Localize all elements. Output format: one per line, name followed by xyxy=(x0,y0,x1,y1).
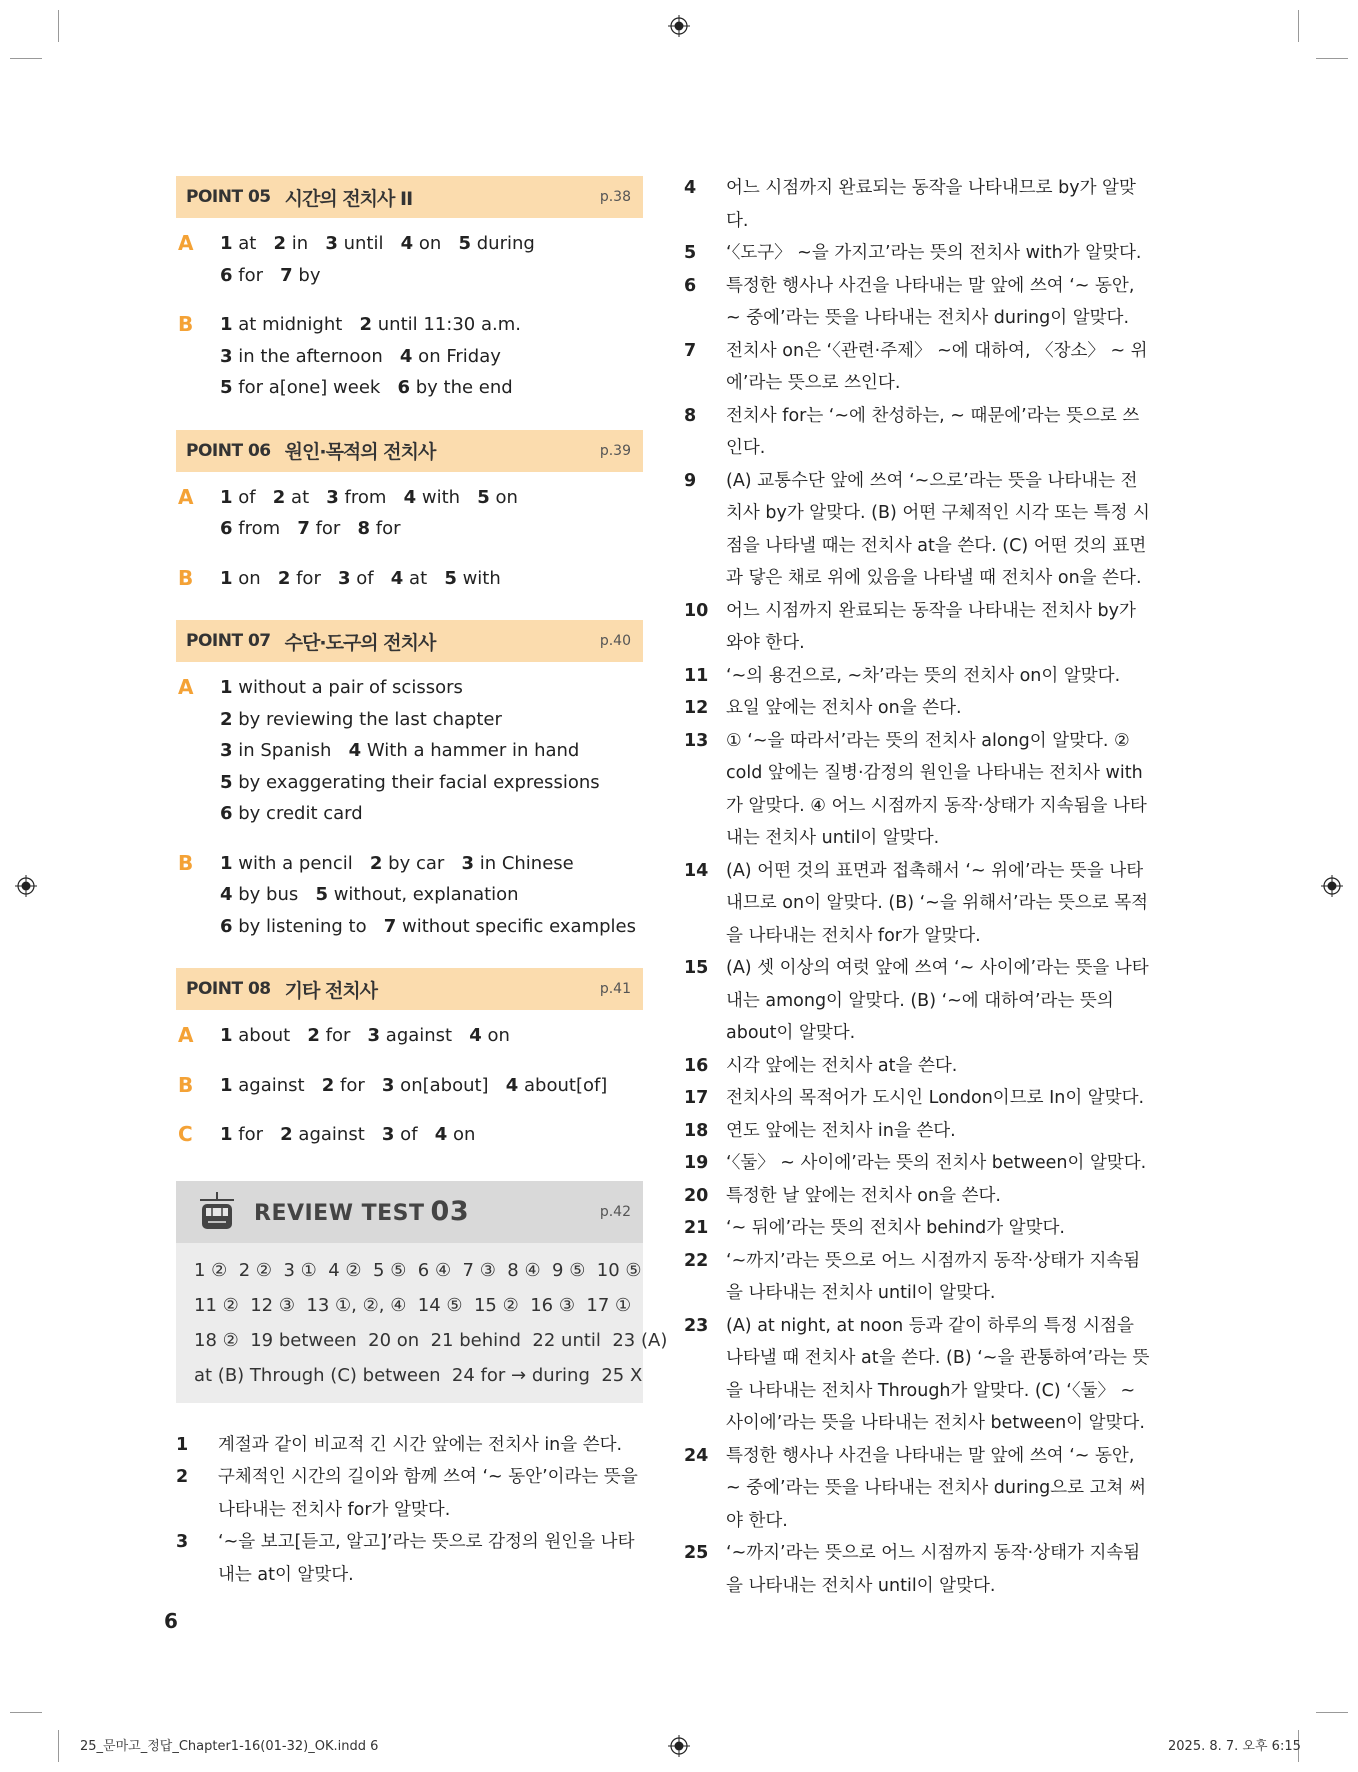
explanation-item xyxy=(684,237,1154,270)
answer-number: 5 xyxy=(477,486,490,508)
point-title: 수단·도구의 전치사 xyxy=(284,631,436,654)
answer-line xyxy=(220,704,643,736)
answer-line xyxy=(220,309,643,341)
explanation-text: ‘〈둘〉 ~ 사이에’라는 뜻의 전치사 between이 알맞다. xyxy=(726,1153,1147,1173)
crop-mark xyxy=(58,1730,59,1762)
explanation-item xyxy=(176,1461,643,1526)
answer-line xyxy=(220,372,643,404)
explanation-item xyxy=(684,595,1154,660)
answer-number: 2 xyxy=(359,314,373,335)
answer-letter: A xyxy=(178,675,194,699)
answer-letter: A xyxy=(178,231,194,255)
answer-number: 6 xyxy=(220,264,233,286)
answer-number: 6 xyxy=(397,377,411,398)
answer-text: on[about] xyxy=(394,1074,506,1096)
explanation-text: (A) 교통수단 앞에 쓰여 ‘~으로’라는 뜻을 나타내는 전치사 by가 알맞다. (B) 어떤 구체적인 시각 또는 특정 시점을 나타낼 때는 전치사 at을 쓴다. (C) 어떤 것의 표면과 닿은 채로 위에 있음을 나타낼 때 전치사 on을 쓴다. xyxy=(726,470,1150,588)
answer-text: against xyxy=(292,1124,382,1145)
answer-text: in the afternoon xyxy=(232,345,400,367)
answer-text: by exaggerating their facial expressions xyxy=(232,771,600,793)
answer-text: from xyxy=(232,518,298,539)
explanation-text: ① ‘~을 따라서’라는 뜻의 전치사 along이 알맞다. ② cold 앞에는 질병·감정의 원인을 나타내는 전치사 with가 알맞다. ④ 어느 시점까지 동작·상태가 지속됨을 나타내는 전치사 until이 알맞다. xyxy=(726,730,1147,848)
answer-text: on xyxy=(447,1124,476,1145)
answer-number: 7 xyxy=(280,264,293,286)
answer-letter: A xyxy=(178,484,194,509)
explanation-item xyxy=(684,270,1154,335)
answer-group xyxy=(176,482,643,545)
answer-text: for a[one] week xyxy=(232,377,398,398)
answer-number: 6 xyxy=(220,803,233,824)
answer-number: 6 xyxy=(220,915,233,937)
review-answer-line: 18 ② 19 between 20 on 21 behind 22 until 23 (A) xyxy=(194,1329,668,1351)
point-header xyxy=(176,620,643,662)
explanation-number: 4 xyxy=(684,178,697,198)
explanation-text: 전치사 on은 ‘〈관련·주제〉 ~에 대하여, 〈장소〉 ~ 위에’라는 뜻으로 쓰인다. xyxy=(726,340,1148,393)
answer-number: 1 xyxy=(220,677,233,698)
answer-number: 3 xyxy=(381,1074,395,1096)
answer-text: about[of] xyxy=(518,1074,608,1096)
explanation-item xyxy=(684,855,1154,953)
review-test-answers xyxy=(176,1243,668,1403)
answer-text: with a pencil xyxy=(232,852,370,874)
explanation-number: 20 xyxy=(684,1185,709,1206)
answer-lines xyxy=(220,228,643,291)
answer-number: 1 xyxy=(220,486,233,508)
answer-letter: B xyxy=(178,850,194,875)
point-section xyxy=(176,176,643,404)
explanation-item xyxy=(684,1180,1154,1213)
answer-group xyxy=(176,309,643,404)
answer-text: in xyxy=(286,233,326,254)
point-number: POINT 06 xyxy=(186,440,271,461)
crop-mark xyxy=(58,10,59,42)
answer-text: on Friday xyxy=(412,345,501,367)
answer-text: by reviewing the last chapter xyxy=(232,708,502,730)
answer-number: 2 xyxy=(277,567,291,589)
page-number: 6 xyxy=(164,1609,178,1633)
answer-group xyxy=(176,1020,643,1052)
explanation-number: 3 xyxy=(176,1532,189,1552)
explanation-item xyxy=(684,335,1154,400)
answer-text: for xyxy=(232,1124,281,1145)
explanation-number: 21 xyxy=(684,1218,709,1238)
answer-number: 3 xyxy=(325,233,338,254)
answer-text: by xyxy=(292,264,321,286)
answer-number: 3 xyxy=(220,740,233,761)
answer-group xyxy=(176,848,643,943)
answer-number: 4 xyxy=(434,1124,448,1145)
explanation-number: 16 xyxy=(684,1055,709,1076)
answer-letter: C xyxy=(178,1122,193,1146)
answer-line xyxy=(220,767,643,799)
answer-number: 3 xyxy=(326,486,339,508)
explanation-item xyxy=(684,1245,1154,1310)
answer-text: in Chinese xyxy=(473,852,574,874)
explanation-text: 시각 앞에는 전치사 at을 쓴다. xyxy=(726,1055,958,1076)
explanation-item xyxy=(684,1115,1154,1148)
answer-number: 4 xyxy=(469,1025,482,1046)
answer-line xyxy=(220,735,643,767)
explanation-number: 23 xyxy=(684,1315,709,1336)
answer-line xyxy=(220,563,643,595)
point-section xyxy=(176,620,643,942)
answer-text: without a pair of scissors xyxy=(232,677,463,698)
answer-number: 8 xyxy=(357,518,371,539)
answer-number: 5 xyxy=(315,884,328,905)
explanation-text: ‘〈도구〉 ~을 가지고’라는 뜻의 전치사 with가 알맞다. xyxy=(726,243,1142,263)
answer-text: until 11:30 a.m. xyxy=(372,314,521,335)
footer-date: 2025. 8. 7. 오후 6:15 xyxy=(1168,1739,1301,1754)
answer-text: for xyxy=(319,1025,368,1046)
review-test-section xyxy=(176,1181,668,1403)
footer-filename: 25_문마고_정답_Chapter1-16(01-32)_OK.indd 6 xyxy=(80,1739,379,1754)
point-title: 원인·목적의 전치사 xyxy=(284,441,436,463)
point-number: POINT 05 xyxy=(186,187,271,207)
answer-number: 1 xyxy=(220,314,233,335)
answer-number: 3 xyxy=(367,1025,381,1046)
answer-letter: B xyxy=(178,312,194,336)
crop-mark xyxy=(1298,10,1299,42)
explanation-number: 10 xyxy=(684,600,709,621)
answer-number: 2 xyxy=(273,233,287,254)
answer-text: of xyxy=(394,1124,435,1145)
answer-text: on xyxy=(232,567,278,589)
answer-line xyxy=(220,879,643,911)
answer-text: against xyxy=(380,1025,470,1046)
point-section xyxy=(176,968,643,1151)
explanation-number: 22 xyxy=(684,1250,709,1271)
explanation-number: 18 xyxy=(684,1120,709,1141)
explanation-number: 1 xyxy=(176,1434,189,1455)
registration-mark-icon xyxy=(1321,875,1343,897)
explanation-text: ‘~ 뒤에’라는 뜻의 전치사 behind가 알맞다. xyxy=(726,1218,1065,1238)
answer-lines xyxy=(220,1070,643,1102)
explanation-number: 12 xyxy=(684,698,709,718)
answer-number: 1 xyxy=(220,233,233,254)
answer-text: at xyxy=(403,567,445,589)
answer-line xyxy=(220,260,643,292)
explanation-text: 연도 앞에는 전치사 in을 쓴다. xyxy=(726,1120,956,1141)
explanation-number: 8 xyxy=(684,405,697,426)
explanation-item xyxy=(684,1440,1154,1538)
answer-text: without specific examples xyxy=(396,915,636,937)
explanation-item xyxy=(684,465,1154,595)
answer-text: with xyxy=(416,486,478,508)
answer-group xyxy=(176,563,643,595)
answer-group xyxy=(176,672,643,830)
point-page-ref: p.41 xyxy=(599,981,631,997)
explanation-number: 13 xyxy=(684,730,709,751)
answer-group xyxy=(176,228,643,291)
answer-number: 6 xyxy=(220,518,233,539)
review-test-page-ref: p.42 xyxy=(599,1203,631,1220)
explanation-number: 5 xyxy=(684,243,697,263)
explanation-item xyxy=(684,172,1154,237)
answer-number: 4 xyxy=(390,567,404,589)
point-page-ref: p.38 xyxy=(599,189,631,205)
explanation-number: 17 xyxy=(684,1088,709,1108)
answer-text: at midnight xyxy=(232,314,360,335)
review-test-number: 03 xyxy=(430,1196,470,1227)
explanation-text: 전치사의 목적어가 도시인 London이므로 In이 알맞다. xyxy=(726,1088,1145,1108)
explanation-text: ‘~까지’라는 뜻으로 어느 시점까지 동작·상태가 지속됨을 나타내는 전치사 until이 알맞다. xyxy=(726,1543,1141,1596)
answer-number: 2 xyxy=(307,1025,320,1046)
explanation-number: 9 xyxy=(684,470,697,491)
review-test-header xyxy=(176,1181,643,1243)
explanation-item xyxy=(684,692,1154,725)
answer-line xyxy=(220,1070,643,1102)
answer-text: during xyxy=(471,233,535,254)
explanation-number: 11 xyxy=(684,665,709,686)
cable-car-icon xyxy=(198,1191,236,1233)
explanation-number: 7 xyxy=(684,340,697,361)
crop-mark xyxy=(10,1712,42,1713)
answer-line xyxy=(220,228,643,260)
answer-number: 3 xyxy=(220,345,233,367)
answer-number: 1 xyxy=(220,852,233,874)
answer-text: until xyxy=(337,233,401,254)
answer-line xyxy=(220,848,643,880)
answer-text: on xyxy=(413,233,459,254)
answer-line xyxy=(220,1020,643,1052)
answer-number: 3 xyxy=(381,1124,395,1145)
crop-mark xyxy=(10,58,42,59)
explanation-text: ‘~까지’라는 뜻으로 어느 시점까지 동작·상태가 지속됨을 나타내는 전치사 until이 알맞다. xyxy=(726,1250,1141,1303)
left-column xyxy=(176,176,668,1591)
answer-text: for xyxy=(290,567,339,589)
explanation-text: 전치사 for는 ‘~에 찬성하는, ~ 때문에’라는 뜻으로 쓰인다. xyxy=(726,405,1140,458)
explanation-item xyxy=(684,1050,1154,1083)
answer-number: 3 xyxy=(338,567,351,589)
explanation-text: 계절과 같이 비교적 긴 시간 앞에는 전치사 in을 쓴다. xyxy=(218,1434,623,1455)
answer-text: for xyxy=(334,1074,382,1096)
answer-number: 2 xyxy=(280,1124,293,1145)
answer-lines xyxy=(220,1119,643,1151)
answer-lines xyxy=(220,563,643,595)
answer-line xyxy=(220,911,643,943)
answer-number: 1 xyxy=(220,1025,233,1046)
answer-text: with xyxy=(456,567,501,589)
answer-number: 5 xyxy=(444,567,457,589)
answer-text: by credit card xyxy=(232,803,363,824)
explanation-item xyxy=(684,400,1154,465)
point-section xyxy=(176,430,643,595)
answer-text: of xyxy=(232,486,273,508)
explanation-number: 25 xyxy=(684,1543,709,1563)
registration-mark-icon xyxy=(15,875,37,897)
explanation-item xyxy=(176,1429,643,1462)
answer-number: 5 xyxy=(458,233,472,254)
answer-text: of xyxy=(350,567,391,589)
explanation-text: (A) at night, at noon 등과 같이 하루의 특정 시점을 나타낼 때 전치사 at을 쓴다. (B) ‘~을 관통하여’라는 뜻을 나타내는 전치사 Through가 알맞다. (C) ‘〈둘〉 ~ 사이에’라는 뜻을 나타내는 전치사 between이 알맞다. xyxy=(726,1315,1150,1433)
answer-line xyxy=(220,513,643,545)
answer-number: 1 xyxy=(220,567,233,589)
answer-number: 2 xyxy=(321,1074,335,1096)
point-page-ref: p.40 xyxy=(599,633,631,649)
answer-lines xyxy=(220,1020,643,1052)
explanation-item xyxy=(684,725,1154,855)
answer-text: on xyxy=(489,486,518,508)
answer-number: 3 xyxy=(461,852,474,874)
review-answer-line: at (B) Through (C) between 24 for → during 25 X xyxy=(194,1364,643,1386)
registration-mark-icon xyxy=(668,15,690,37)
explanation-text: 특정한 행사나 사건을 나타내는 말 앞에 쓰여 ‘~ 동안, ~ 중에’라는 뜻을 나타내는 전치사 during이 알맞다. xyxy=(726,275,1135,328)
point-header xyxy=(176,176,643,218)
answer-text: by listening to xyxy=(232,915,384,937)
answer-text: without, explanation xyxy=(327,884,519,905)
explanation-item xyxy=(684,660,1154,693)
answer-text: at xyxy=(285,486,327,508)
answer-number: 5 xyxy=(220,377,233,398)
answer-number: 2 xyxy=(369,852,383,874)
crop-mark xyxy=(1316,1712,1348,1713)
answer-text: by the end xyxy=(410,377,513,398)
point-number: POINT 07 xyxy=(186,631,271,651)
answer-text: on xyxy=(481,1025,510,1046)
answer-text: by car xyxy=(382,852,462,874)
answer-number: 4 xyxy=(399,345,413,367)
explanation-text: 어느 시점까지 완료되는 동작을 나타내는 전치사 by가 와야 한다. xyxy=(726,600,1136,653)
answer-lines xyxy=(220,482,643,545)
registration-mark-icon xyxy=(668,1735,690,1757)
explanation-item xyxy=(684,1082,1154,1115)
explanation-text: ‘~의 용건으로, ~차’라는 뜻의 전치사 on이 알맞다. xyxy=(726,665,1121,686)
answer-number: 7 xyxy=(383,915,397,937)
right-explanations xyxy=(684,172,1154,1602)
answer-text: With a hammer in hand xyxy=(361,740,580,761)
explanation-text: (A) 어떤 것의 표면과 접촉해서 ‘~ 위에’라는 뜻을 나타내므로 on이 알맞다. (B) ‘~을 위해서’라는 뜻으로 목적을 나타내는 전치사 for가 알맞다. xyxy=(726,860,1149,946)
review-answer-line: 1 ② 2 ② 3 ① 4 ② 5 ⑤ 6 ④ 7 ③ 8 ④ 9 ⑤ 10 ⑤ xyxy=(194,1259,642,1281)
answer-letter: B xyxy=(178,1072,194,1097)
point-header xyxy=(176,968,643,1010)
explanation-text: 어느 시점까지 완료되는 동작을 나타내므로 by가 알맞다. xyxy=(726,178,1136,231)
answer-text: for xyxy=(232,264,281,286)
answer-group xyxy=(176,1070,643,1102)
answer-number: 2 xyxy=(272,486,286,508)
explanation-text: 특정한 행사나 사건을 나타내는 말 앞에 쓰여 ‘~ 동안, ~ 중에’라는 뜻을 나타내는 전치사 during으로 고쳐 써야 한다. xyxy=(726,1445,1146,1531)
answer-number: 5 xyxy=(220,771,233,793)
answer-text: by bus xyxy=(232,884,316,905)
answer-line xyxy=(220,798,643,830)
answer-number: 7 xyxy=(297,518,310,539)
answer-text: against xyxy=(232,1074,322,1096)
explanation-number: 6 xyxy=(684,275,697,296)
crop-mark xyxy=(1316,58,1348,59)
answer-number: 4 xyxy=(505,1074,519,1096)
answer-number: 1 xyxy=(220,1074,233,1096)
answer-line xyxy=(220,341,643,373)
answer-number: 4 xyxy=(403,486,417,508)
point-page-ref: p.39 xyxy=(599,442,631,459)
explanation-number: 15 xyxy=(684,958,709,978)
answer-text: for xyxy=(370,518,401,539)
answer-line xyxy=(220,672,643,704)
answer-number: 1 xyxy=(220,1124,233,1145)
explanation-text: ‘~을 보고[듣고, 알고]’라는 뜻으로 감정의 원인을 나타내는 at이 알맞다. xyxy=(218,1532,635,1585)
answer-number: 4 xyxy=(220,884,233,905)
answer-text: about xyxy=(232,1025,308,1046)
explanation-number: 19 xyxy=(684,1153,709,1173)
explanation-item xyxy=(684,1212,1154,1245)
explanation-text: 구체적인 시간의 길이와 함께 쓰여 ‘~ 동안’이라는 뜻을 나타내는 전치사 for가 알맞다. xyxy=(218,1467,638,1520)
point-title: 기타 전치사 xyxy=(284,979,378,1002)
answer-line xyxy=(220,482,643,514)
answer-letter: B xyxy=(178,565,194,590)
answer-lines xyxy=(220,309,643,404)
points-container xyxy=(176,176,643,1151)
answer-line xyxy=(220,1119,643,1151)
explanation-number: 2 xyxy=(176,1467,189,1487)
answer-number: 4 xyxy=(348,740,362,761)
explanation-number: 24 xyxy=(684,1445,709,1466)
review-answer-line: 11 ② 12 ③ 13 ①, ②, ④ 14 ⑤ 15 ② 16 ③ 17 ① xyxy=(194,1294,632,1316)
answer-lines xyxy=(220,672,643,830)
explanation-item xyxy=(684,1537,1154,1602)
point-header xyxy=(176,430,643,472)
answer-lines xyxy=(220,848,643,943)
answer-text: at xyxy=(232,233,274,254)
answer-text: in Spanish xyxy=(232,740,349,761)
explanation-item xyxy=(176,1526,643,1591)
answer-text: from xyxy=(338,486,404,508)
point-title: 시간의 전치사 II xyxy=(284,187,413,210)
left-explanations xyxy=(176,1429,643,1592)
answer-number: 2 xyxy=(220,708,233,730)
explanation-text: 요일 앞에는 전치사 on을 쓴다. xyxy=(726,698,962,718)
answer-group xyxy=(176,1119,643,1151)
review-test-title: REVIEW TEST 03 xyxy=(254,1196,470,1227)
explanation-item xyxy=(684,1310,1154,1440)
explanation-item xyxy=(684,1147,1154,1180)
answer-number: 4 xyxy=(400,233,414,254)
explanation-item xyxy=(684,952,1154,1050)
answer-text: for xyxy=(309,518,358,539)
explanation-number: 14 xyxy=(684,860,709,881)
explanation-text: (A) 셋 이상의 여럿 앞에 쓰여 ‘~ 사이에’라는 뜻을 나타내는 among이 알맞다. (B) ‘~에 대하여’라는 뜻의 about이 알맞다. xyxy=(726,958,1149,1043)
point-number: POINT 08 xyxy=(186,979,271,999)
explanation-text: 특정한 날 앞에는 전치사 on을 쓴다. xyxy=(726,1185,1001,1206)
answer-letter: A xyxy=(178,1023,194,1047)
